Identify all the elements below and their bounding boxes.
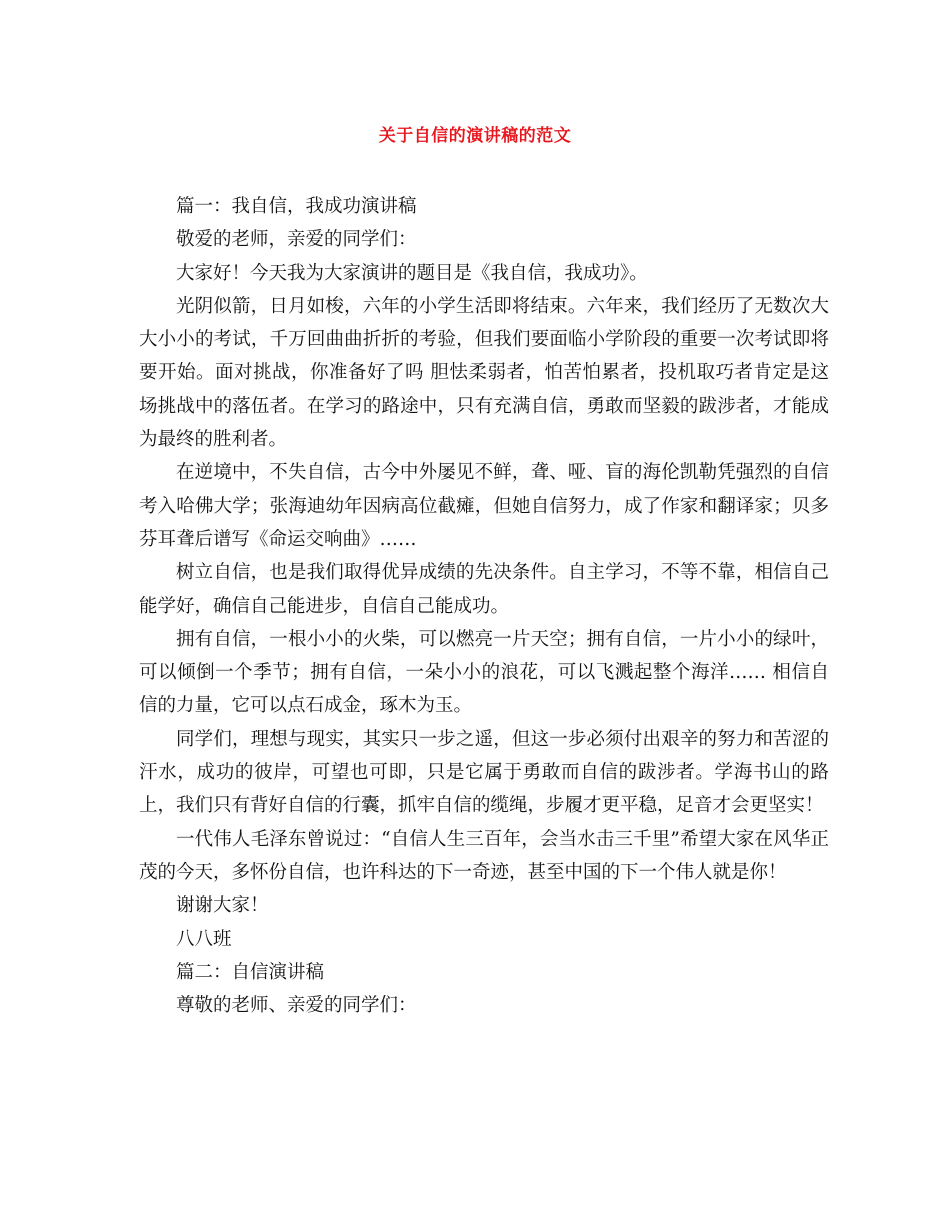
body-paragraph: 拥有自信，一根小小的火柴，可以燃亮一片天空；拥有自信，一片小小的绿叶，可以倾倒一个季节；拥有自信，一朵小小的浪花，可以飞溅起整个海洋…… 相信自信的力量，它可以点石成金，琢木为玉。 [139,628,829,717]
body-paragraph: 同学们，理想与现实，其实只一步之遥，但这一步必须付出艰辛的努力和苦涩的汗水，成功的彼岸，可望也可即，只是它属于勇敢而自信的跋涉者。学海书山的路上，我们只有背好自信的行囊，抓牢自信的缆绳，步履才更平稳，足音才会更坚实！ [139,728,829,817]
body-paragraph: 在逆境中，不失自信，古今中外屡见不鲜，聋、哑、盲的海伦凯勒凭强烈的自信考入哈佛大学；张海迪幼年因病高位截瘫，但她自信努力，成了作家和翻译家；贝多芬耳聋后谱写《命运交响曲》…… [139,462,829,550]
signature-class: 八八班 [176,928,232,950]
body-paragraph: 一代伟人毛泽东曾说过：“自信人生三百年，会当水击三千里”希望大家在风华正茂的今天，多怀份自信，也许科达的下一奇迹，甚至中国的下一个伟人就是你！ [139,828,829,883]
body-paragraph: 光阴似箭，日月如梭，六年的小学生活即将结束。六年来，我们经历了无数次大大小小的考试，千万回曲曲折折的考验，但我们要面临小学阶段的重要一次考试即将要开始。面对挑战，你准备好了吗 胆怯柔弱者，怕苦怕累者，投机取巧者肯定是这场挑战中的落伍者。在学习的路途中，只有充满自信，勇敢而坚毅的跋涉者，才能成为最终的胜利者。 [139,295,829,451]
document-body [139,190,829,1022]
closing-line: 谢谢大家！ [176,895,269,917]
document-title: 关于自信的演讲稿的范文 [378,126,572,146]
salutation: 敬爱的老师，亲爱的同学们： [176,229,417,251]
body-paragraph: 大家好！今天我为大家演讲的题目是《我自信，我成功》。 [176,262,648,284]
section-heading: 篇二：自信演讲稿 [176,961,325,983]
body-paragraph: 树立自信，也是我们取得优异成绩的先决条件。自主学习，不等不靠，相信自己能学好，确信自己能进步，自信自己能成功。 [139,562,829,617]
section-heading: 篇一：我自信，我成功演讲稿 [176,196,417,217]
salutation: 尊敬的老师、亲爱的同学们： [176,995,417,1017]
